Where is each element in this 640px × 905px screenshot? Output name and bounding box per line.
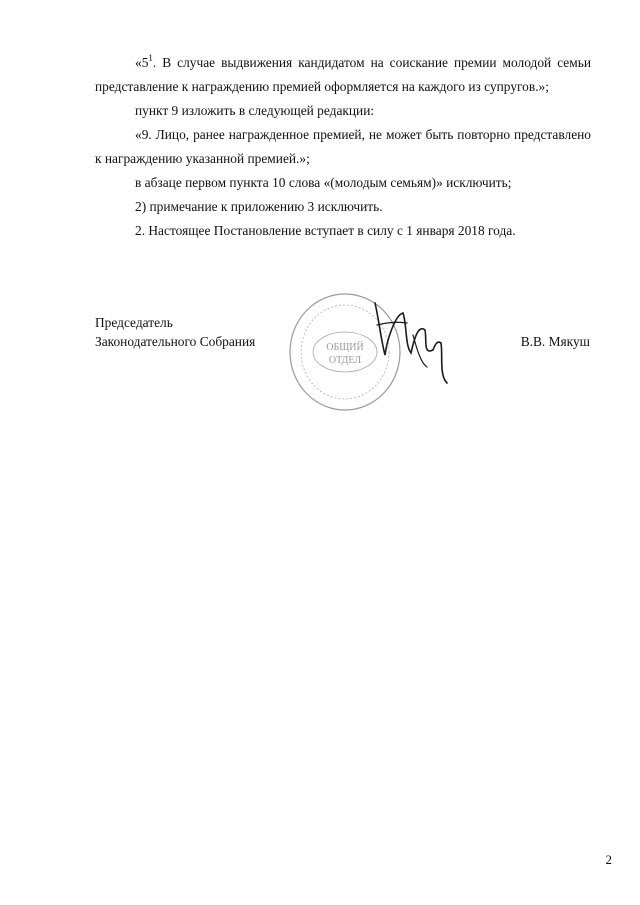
signatory-title-line-2: Законодательного Собрания bbox=[95, 334, 256, 349]
signatory-title bbox=[95, 313, 255, 351]
paragraph-effective-date: 2. Настоящее Постановление вступает в силу с 1 января 2018 года. bbox=[135, 223, 516, 238]
handwritten-signature bbox=[355, 295, 455, 385]
svg-text:ОТДЕЛ: ОТДЕЛ bbox=[328, 355, 362, 366]
signatory-name: В.В. Мякуш bbox=[520, 334, 590, 349]
paragraph-point-9: пункт 9 изложить в следующей редакции: bbox=[135, 103, 375, 118]
paragraph-amendment-5-1 bbox=[95, 51, 591, 99]
page-number: 2 bbox=[605, 852, 612, 867]
svg-text:ОБЩИЙ: ОБЩИЙ bbox=[326, 342, 364, 353]
paragraph-annex-3: 2) примечание к приложению 3 исключить. bbox=[135, 199, 383, 214]
paragraph-new-point-9: «9. Лицо, ранее награжденное премией, не может быть повторно представлено к награждению указанной премией.»; bbox=[95, 127, 591, 166]
superscript-1: 1 bbox=[148, 53, 153, 63]
quote-open-5: «5 bbox=[135, 55, 149, 70]
paragraph-point-10: в абзаце первом пункта 10 слова «(молодым семьям)» исключить; bbox=[135, 175, 512, 190]
paragraph-text: . В случае выдвижения кандидатом на соискание премии молодой семьи представление к награждению премией оформляется на каждого из супругов.»; bbox=[95, 55, 591, 94]
signatory-title-line-1: Председатель bbox=[95, 315, 173, 330]
